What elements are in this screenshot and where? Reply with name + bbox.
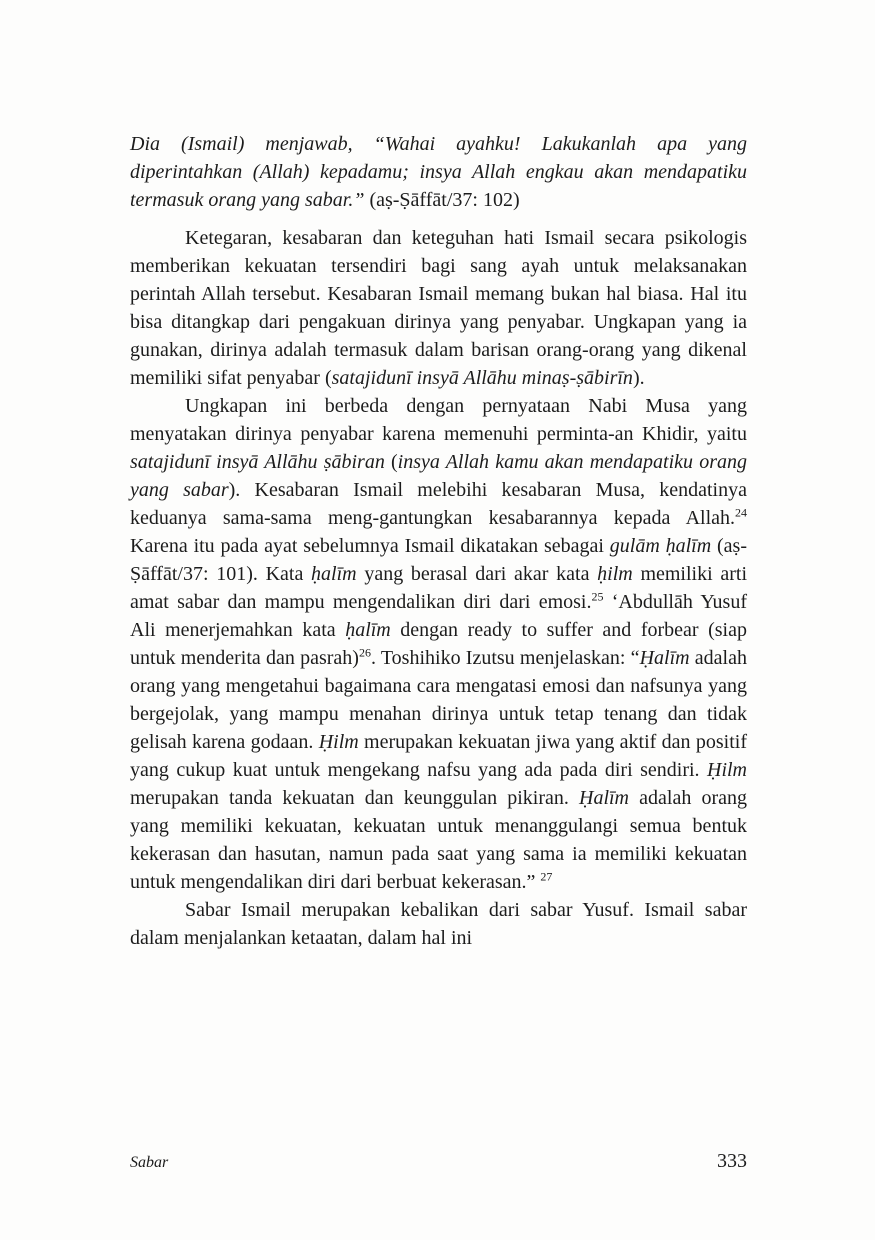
body-paragraph xyxy=(130,392,747,896)
text-run: ‘Abdullāh Yusuf Ali menerjemahkan kata xyxy=(130,591,747,641)
footnote-reference: 25 xyxy=(591,589,604,604)
text-run: ). xyxy=(632,367,645,389)
text-run: memiliki arti amat sabar dan mampu mengendalikan diri dari emosi. xyxy=(130,563,748,613)
text-run: Karena itu pada ayat sebelumnya Ismail dikatakan sebagai xyxy=(130,535,610,557)
text-run: Ḥilm xyxy=(707,759,747,781)
text-run: Ḥalīm xyxy=(639,647,690,669)
text-run: ). Kesabaran Ismail melebihi kesabaran Musa, kendatinya keduanya sama-sama meng-gantungkan kesabarannya kepada Allah. xyxy=(130,479,747,529)
footnote-reference: 26 xyxy=(358,645,371,660)
body-paragraph xyxy=(130,896,747,952)
text-run: satajidunī insyā Allāhu minaṣ-ṣābirīn xyxy=(331,367,633,389)
footnote-reference: 27 xyxy=(540,869,553,884)
body-paragraph xyxy=(130,224,747,392)
text-run: (aṣ-Ṣāffāt/37: 102) xyxy=(369,189,520,211)
text-run: (aṣ-Ṣāffāt/37: 101). Kata xyxy=(130,535,747,585)
text-run: ḥalīm xyxy=(345,619,391,641)
text-run: dengan ready to suffer and forbear (siap untuk menderita dan pasrah) xyxy=(130,619,747,669)
text-run: Dia (Ismail) menjawab, “Wahai ayahku! Lakukanlah apa yang diperintahkan (Allah) kepadamu; insya Allah engkau akan mendapatiku termasuk orang yang sabar.” xyxy=(130,133,747,211)
text-run: Ḥalīm xyxy=(579,787,629,809)
text-run: yang berasal dari akar kata xyxy=(356,563,598,585)
page-text-block xyxy=(130,130,747,952)
footnote-reference: 24 xyxy=(735,505,747,520)
text-run: adalah orang yang memiliki kekuatan, kekuatan untuk menanggulangi semua bentuk kekerasan dan hasutan, namun pada saat yang sama ia memiliki kekuatan untuk mengendalikan diri dari berbuat kekerasan.” xyxy=(130,787,747,893)
text-run: . Toshihiko Izutsu menjelaskan: “ xyxy=(370,647,640,669)
page-footer xyxy=(130,1150,747,1173)
text-run: Ungkapan ini berbeda dengan pernyataan Nabi Musa yang menyatakan dirinya penyabar karena memenuhi perminta-an Khidir, yaitu xyxy=(130,395,747,445)
running-title: Sabar xyxy=(130,1154,169,1171)
text-run: merupakan tanda kekuatan dan keunggulan pikiran. xyxy=(130,787,579,809)
text-run: satajidunī insyā Allāhu ṣābiran xyxy=(130,451,385,473)
quote-paragraph xyxy=(130,130,747,214)
text-run: ( xyxy=(384,451,398,473)
text-run: Sabar Ismail merupakan kebalikan dari sabar Yusuf. Ismail sabar dalam menjalankan ketaatan, dalam hal ini xyxy=(130,899,747,949)
page-number: 333 xyxy=(717,1150,747,1172)
text-run: gulām ḥalīm xyxy=(609,535,712,557)
text-run: insya Allah kamu akan mendapatiku orang yang sabar xyxy=(130,451,747,501)
text-run: Ḥilm xyxy=(318,731,359,753)
text-run: ḥalīm xyxy=(311,563,357,585)
text-run: merupakan kekuatan jiwa yang aktif dan positif yang cukup kuat untuk mengekang nafsu yang ada pada diri sendiri. xyxy=(130,731,747,781)
text-run: adalah orang yang mengetahui bagaimana cara mengatasi emosi dan nafsunya yang bergejolak, yang mampu menahan dirinya untuk tetap tenang dan tidak gelisah karena godaan. xyxy=(130,647,747,753)
text-run: ḥilm xyxy=(597,563,633,585)
text-run: Ketegaran, kesabaran dan keteguhan hati Ismail secara psikologis memberikan kekuatan tersendiri bagi sang ayah untuk melaksanakan perintah Allah tersebut. Kesabaran Ismail memang bukan hal biasa. Hal itu bisa ditangkap dari pengakuan dirinya yang penyabar. Ungkapan yang ia gunakan, dirinya adalah termasuk dalam barisan orang-orang yang dikenal memiliki sifat penyabar ( xyxy=(130,227,747,389)
